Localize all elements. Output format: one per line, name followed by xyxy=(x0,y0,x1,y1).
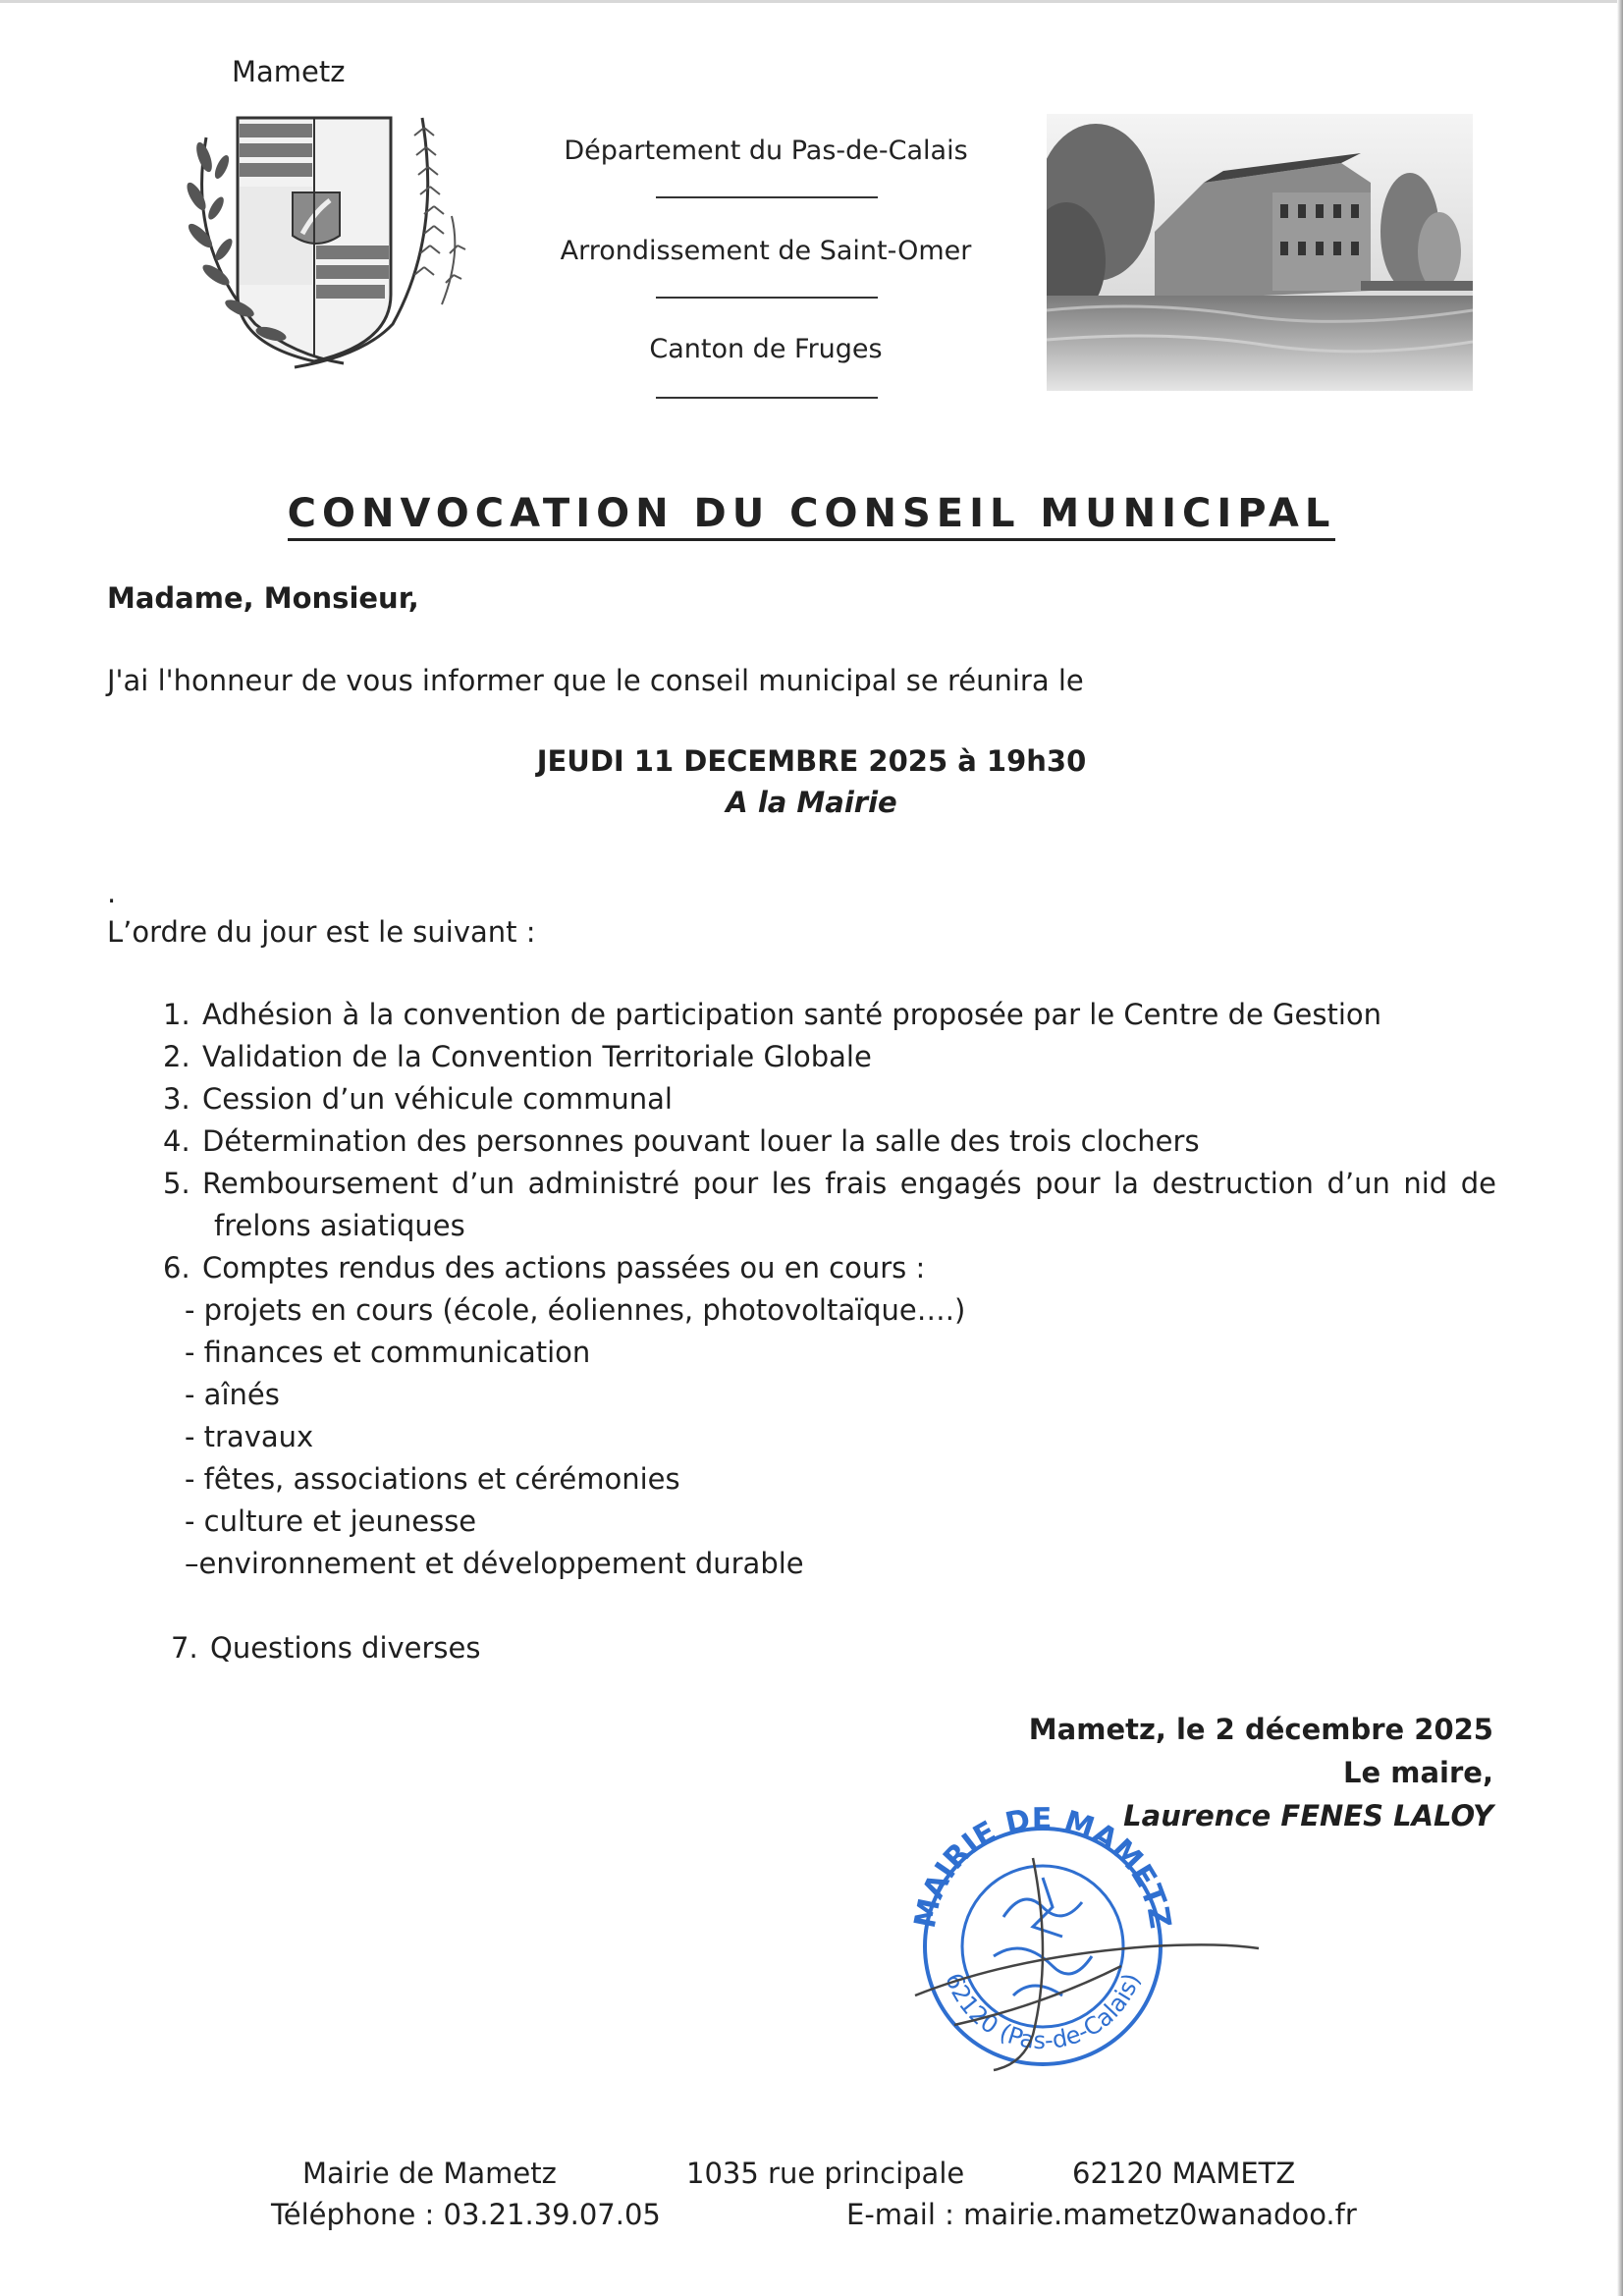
town-name: Mametz xyxy=(232,55,346,88)
salutation: Madame, Monsieur, xyxy=(107,581,419,615)
stamp-bottom-text: 62120 (Pas-de-Calais) xyxy=(939,1969,1146,2055)
agenda-item-text: Comptes rendus des actions passées ou en cours : xyxy=(202,1251,926,1285)
footer-name: Mairie de Mametz xyxy=(302,2157,557,2190)
agenda-item-number: 5. xyxy=(163,1167,190,1200)
agenda-item-text: Détermination des personnes pouvant louer la salle des trois clochers xyxy=(202,1124,1200,1158)
divider xyxy=(656,297,878,299)
meeting-place: A la Mairie xyxy=(726,786,897,819)
divider xyxy=(656,397,878,399)
agenda-item-number: 4. xyxy=(163,1124,190,1158)
agenda-item-number: 6. xyxy=(163,1251,190,1285)
agenda-item xyxy=(163,998,1381,1031)
admin-department: Département du Pas-de-Calais xyxy=(564,136,968,166)
agenda-subitem: –environnement et développement durable xyxy=(185,1547,804,1580)
agenda-item-number: 3. xyxy=(163,1082,190,1116)
agenda-subitem: - travaux xyxy=(185,1420,314,1453)
agenda-item xyxy=(163,1124,1200,1158)
agenda-item-text: Questions diverses xyxy=(210,1631,481,1665)
agenda-item xyxy=(163,1167,1496,1200)
divider xyxy=(656,196,878,198)
document-title-wrap xyxy=(0,491,1623,536)
agenda-item-text: Adhésion à la convention de participation santé proposée par le Centre de Gestion xyxy=(202,998,1382,1031)
agenda-intro: L’ordre du jour est le suivant : xyxy=(107,915,536,949)
agenda-item xyxy=(163,1251,925,1285)
coat-of-arms-icon xyxy=(177,98,471,403)
signature-role: Le maire, xyxy=(1343,1756,1493,1789)
meeting-date: JEUDI 11 DECEMBRE 2025 à 19h30 xyxy=(536,744,1087,778)
agenda-item xyxy=(163,1082,673,1116)
signature-name: Laurence FENES LALOY xyxy=(1123,1799,1493,1832)
agenda-item-continuation: frelons asiatiques xyxy=(214,1209,465,1242)
agenda-item-text: Validation de la Convention Territoriale Globale xyxy=(202,1040,872,1073)
signature-place-date: Mametz, le 2 décembre 2025 xyxy=(1028,1713,1493,1746)
agenda-subitem: - finances et communication xyxy=(185,1336,591,1369)
agenda-item-number: 1. xyxy=(163,998,190,1031)
admin-arrondissement: Arrondissement de Saint-Omer xyxy=(560,236,972,266)
footer-address: 1035 rue principale xyxy=(686,2157,965,2190)
agenda-item xyxy=(171,1631,481,1665)
agenda-item xyxy=(163,1040,872,1073)
footer-phone: Téléphone : 03.21.39.07.05 xyxy=(271,2198,661,2231)
footer-city: 62120 MAMETZ xyxy=(1072,2157,1296,2190)
stray-dot: . xyxy=(107,876,117,909)
agenda-item-number: 2. xyxy=(163,1040,190,1073)
agenda-item-text: Cession d’un véhicule communal xyxy=(202,1082,673,1116)
scan-top-edge xyxy=(0,0,1623,3)
agenda-item-text: Remboursement d’un administré pour les frais engagés pour la destruction d’un nid de xyxy=(202,1167,1496,1200)
footer-email: E-mail : mairie.mametz0wanadoo.fr xyxy=(846,2198,1357,2231)
stamp-top-text: MAIRIE DE MAMETZ xyxy=(907,1801,1177,1932)
town-hall-stamp xyxy=(895,1799,1269,2074)
agenda-subitem: - projets en cours (école, éoliennes, photovoltaïque….) xyxy=(185,1293,966,1327)
town-mill-photo xyxy=(1047,114,1473,391)
agenda-item-number: 7. xyxy=(171,1631,198,1665)
scan-right-edge xyxy=(1617,0,1623,2296)
agenda-subitem: - fêtes, associations et cérémonies xyxy=(185,1462,680,1496)
agenda-subitem: - aînés xyxy=(185,1378,280,1411)
document-title: CONVOCATION DU CONSEIL MUNICIPAL xyxy=(288,491,1336,541)
agenda-subitem: - culture et jeunesse xyxy=(185,1504,477,1538)
admin-canton: Canton de Fruges xyxy=(649,334,883,364)
intro-text: J'ai l'honneur de vous informer que le conseil municipal se réunira le xyxy=(107,664,1084,697)
